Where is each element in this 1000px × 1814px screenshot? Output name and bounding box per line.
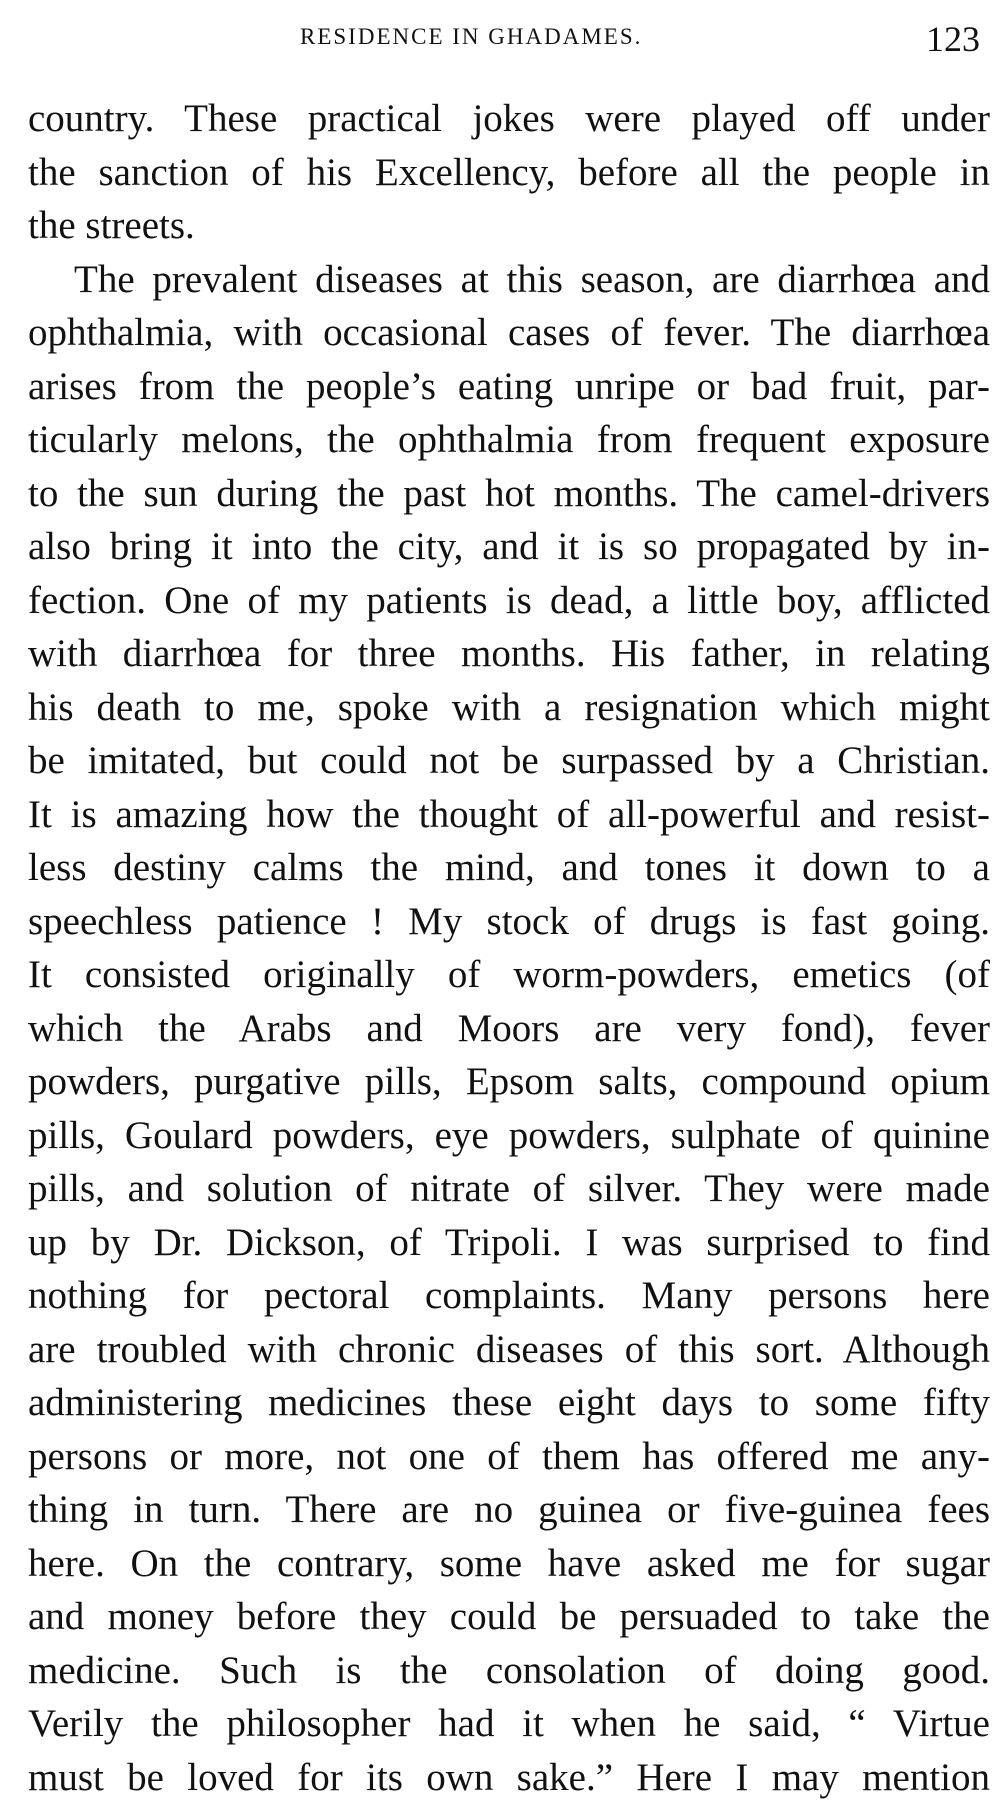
text-line: persons or more, not one of them has offered me any- [28,1434,990,1478]
text-line: medicine. Such is the consolation of doing good. [28,1648,990,1692]
text-line: powders, purgative pills, Epsom salts, compound opium [28,1060,990,1103]
text-line: less destiny calms the mind, and tones it down to a [28,846,990,889]
body-text [28,92,990,1804]
text-line: country. These practical jokes were played off under [28,97,990,140]
text-line: up by Dr. Dickson, of Tripoli. I was surprised to find [28,1220,990,1264]
text-line: here. On the contrary, some have asked me for sugar [28,1541,990,1585]
running-head [0,18,1000,62]
text-line: ophthalmia, with occasional cases of fever. The diarrhœa [28,311,990,354]
text-line: arises from the people’s eating unripe or bad fruit, par- [28,364,990,408]
text-line: nothing for pectoral complaints. Many persons here [28,1274,990,1317]
running-title: RESIDENCE IN GHADAMES. [300,24,643,49]
text-line: the streets. [28,204,195,247]
text-line: be imitated, but could not be surpassed by a Christian. [28,739,990,782]
text-line: speechless patience ! My stock of drugs is fast going. [28,899,990,943]
text-line: pills, Goulard powders, eye powders, sulphate of quinine [28,1113,990,1157]
text-line: It consisted originally of worm-powders, emetics (of [28,953,990,996]
text-line: administering medicines these eight days to some fifty [28,1381,990,1424]
text-line: which the Arabs and Moors are very fond), fever [28,1006,990,1050]
text-line: It is amazing how the thought of all-powerful and resist- [28,792,990,836]
text-line: and money before they could be persuaded to take the [28,1595,990,1638]
text-line: the sanction of his Excellency, before all the people in [28,150,990,194]
text-line: ticularly melons, the ophthalmia from frequent exposure [28,418,990,461]
text-line: to the sun during the past hot months. The camel-drivers [28,471,990,515]
paragraph-first-line: The prevalent diseases at this season, are diarrhœa and [74,257,990,301]
text-line: are troubled with chronic diseases of this sort. Although [28,1327,990,1371]
text-line: fection. One of my patients is dead, a little boy, afflicted [28,578,990,622]
page-number: 123 [926,19,980,59]
text-line: his death to me, spoke with a resignation which might [28,685,990,729]
text-line: pills, and solution of nitrate of silver. They were made [28,1167,990,1210]
text-line: Verily the philosopher had it when he said, “ Virtue [28,1702,990,1745]
text-line: thing in turn. There are no guinea or five-guinea fees [28,1488,990,1531]
text-line: with diarrhœa for three months. His father, in relating [28,632,990,675]
text-line: also bring it into the city, and it is so propagated by in- [28,525,990,568]
text-line: must be loved for its own sake.” Here I may mention [28,1755,990,1799]
